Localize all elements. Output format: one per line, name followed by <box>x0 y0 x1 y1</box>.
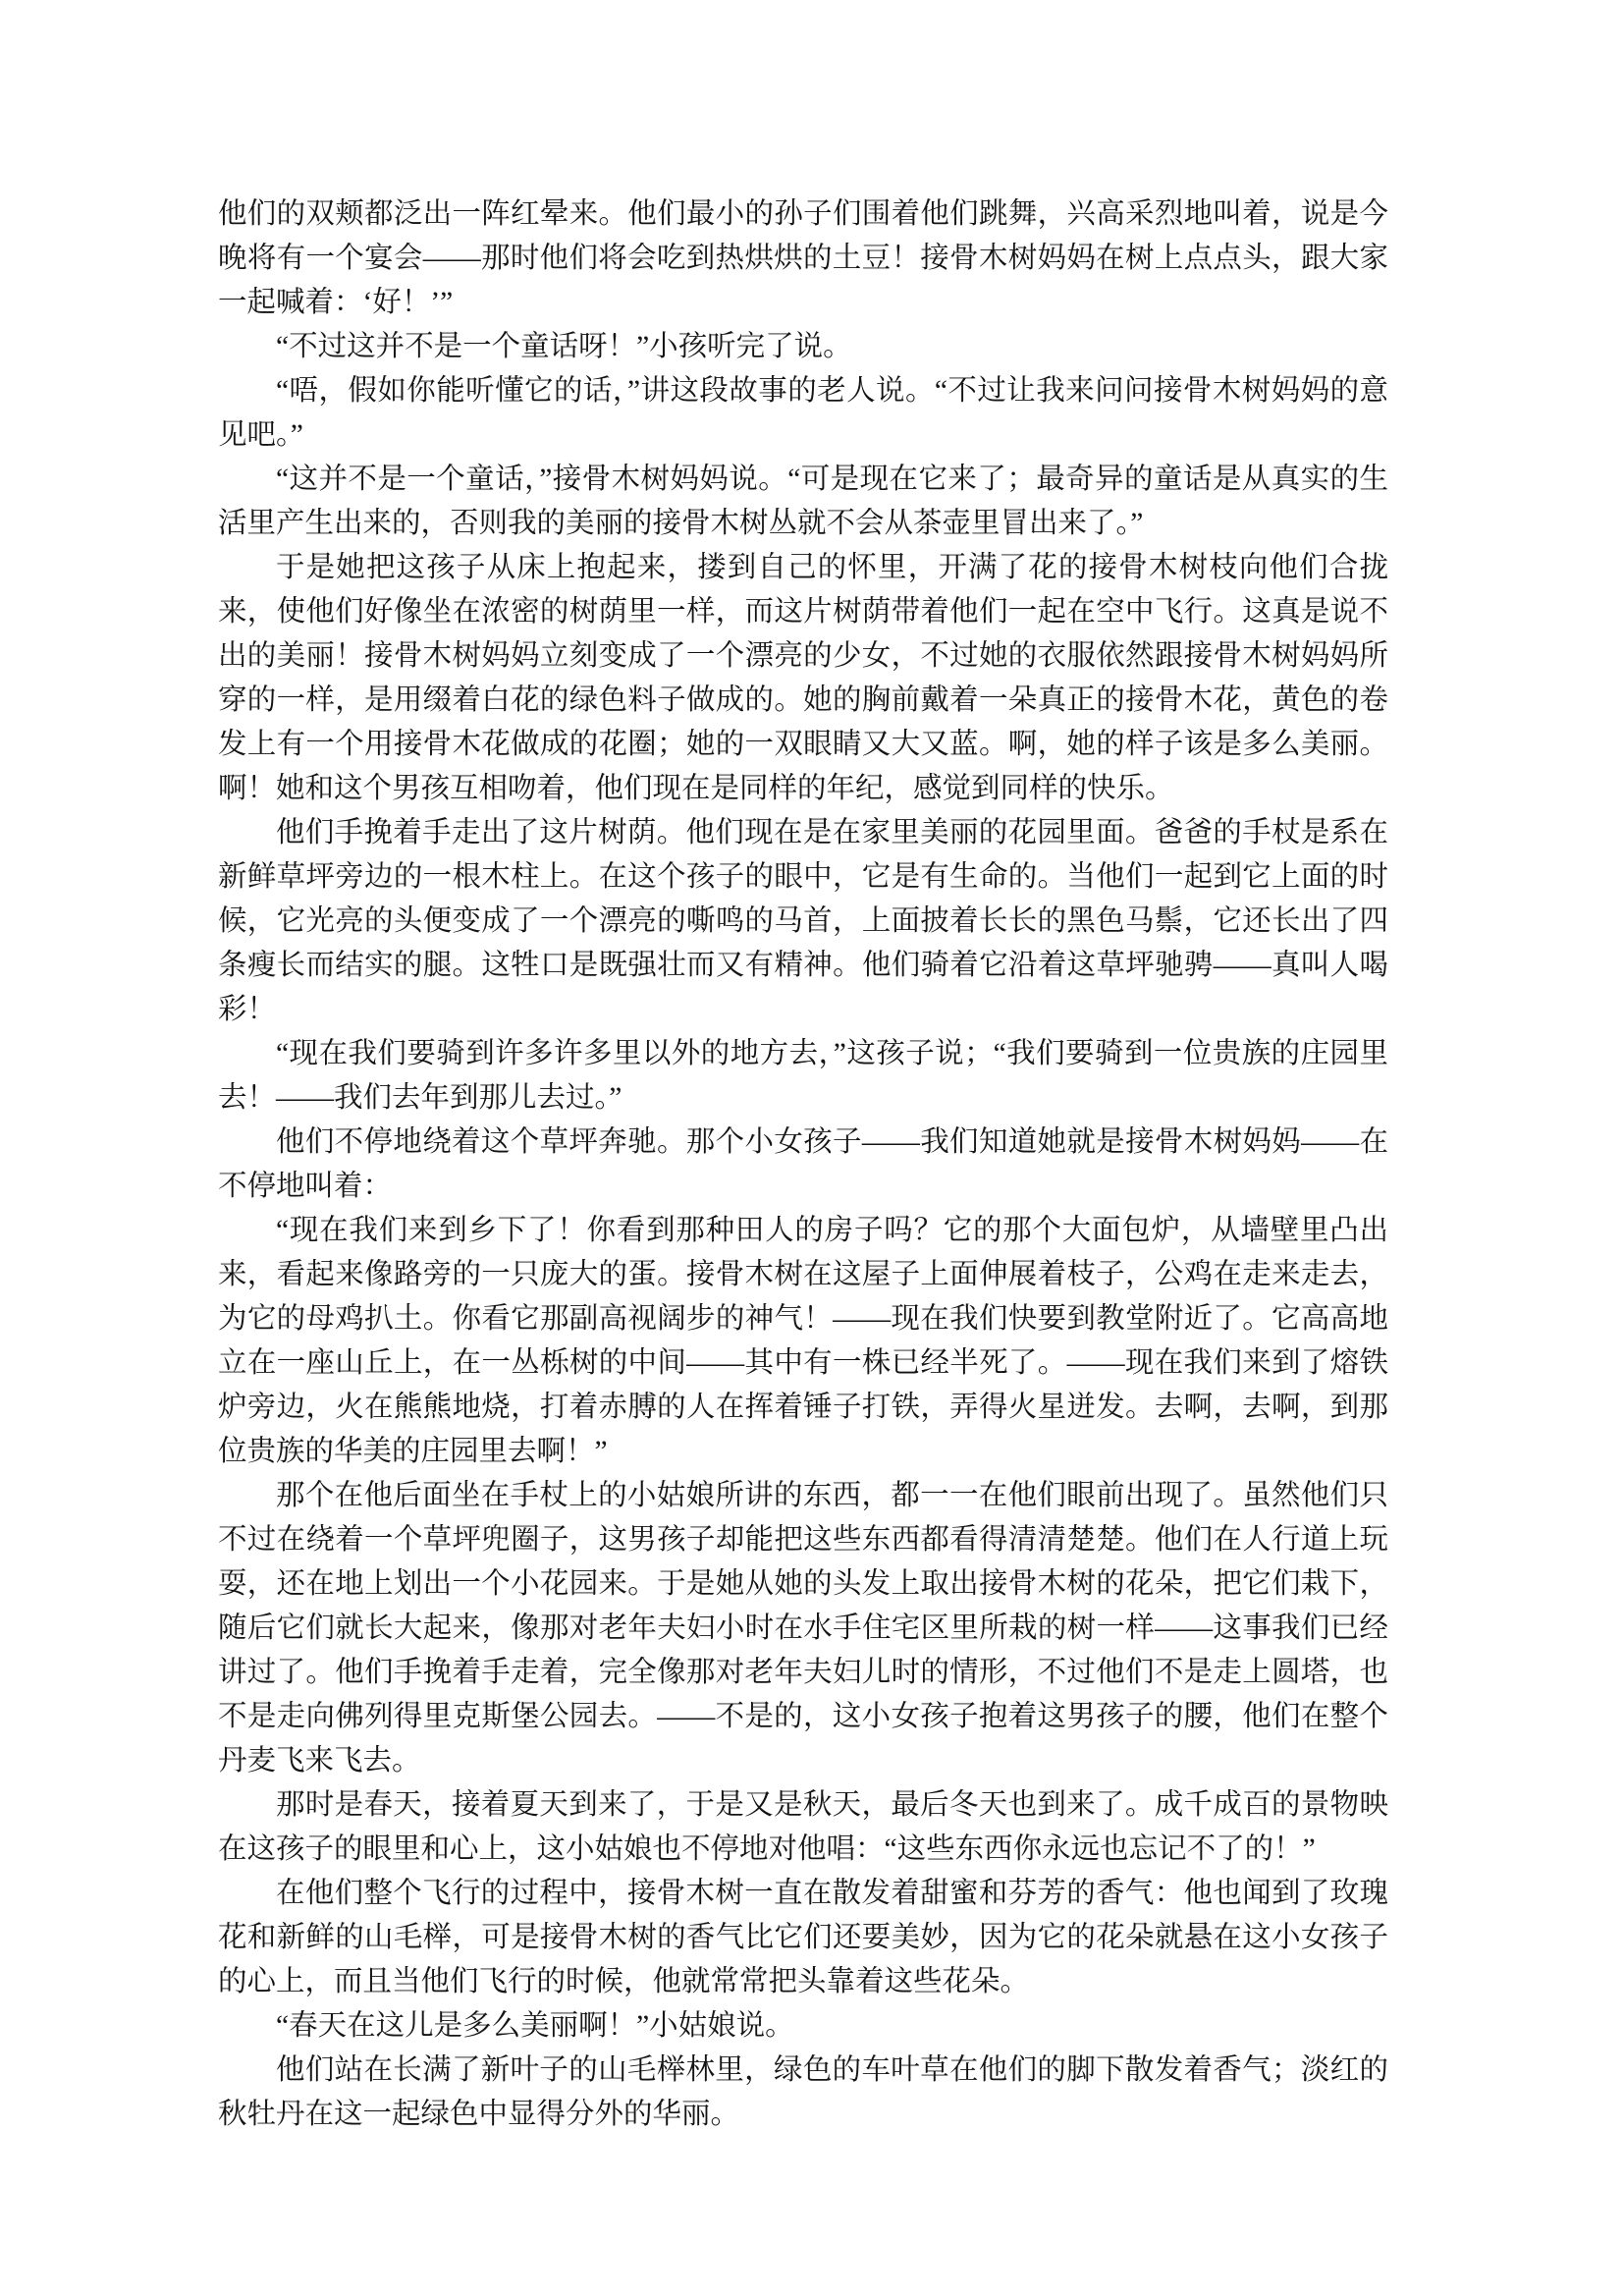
paragraph: “现在我们来到乡下了！你看到那种田人的房子吗？它的那个大面包炉，从墙壁里凸出来，看起来像路旁的一只庞大的蛋。接骨木树在这屋子上面伸展着枝子，公鸡在走来走去，为它的母鸡扒土。你看它那副高视阔步的神气！——现在我们快要到教堂附近了。它高高地立在一座山丘上，在一丛栎树的中间——其中有一株已经半死了。——现在我们来到了熔铁炉旁边，火在熊熊地烧，打着赤膊的人在挥着锤子打铁，弄得火星迸发。去啊，去啊，到那位贵族的华美的庄园里去啊！” <box>218 1215 1388 1467</box>
paragraph: 他们的双颊都泛出一阵红晕来。他们最小的孙子们围着他们跳舞，兴高采烈地叫着，说是今晚将有一个宴会——那时他们将会吃到热烘烘的土豆！接骨木树妈妈在树上点点头，跟大家一起喊着：‘好！’” <box>218 198 1388 318</box>
body-text <box>218 192 1388 2137</box>
paragraph: 于是她把这孩子从床上抱起来，搂到自己的怀里，开满了花的接骨木树枝向他们合拢来，使他们好像坐在浓密的树荫里一样，而这片树荫带着他们一起在空中飞行。这真是说不出的美丽！接骨木树妈妈立刻变成了一个漂亮的少女，不过她的衣服依然跟接骨木树妈妈所穿的一样，是用缀着白花的绿色料子做成的。她的胸前戴着一朵真正的接骨木花，黄色的卷发上有一个用接骨木花做成的花圈；她的一双眼睛又大又蓝。啊，她的样子该是多么美丽。啊！她和这个男孩互相吻着，他们现在是同样的年纪，感觉到同样的快乐。 <box>218 552 1388 804</box>
paragraph: “春天在这儿是多么美丽啊！”小姑娘说。 <box>276 2010 794 2042</box>
paragraph: 在他们整个飞行的过程中，接骨木树一直在散发着甜蜜和芬芳的香气：他也闻到了玫瑰花和新鲜的山毛榉，可是接骨木树的香气比它们还要美妙，因为它的花朵就悬在这小女孩子的心上，而且当他们飞行的时候，他就常常把头靠着这些花朵。 <box>218 1878 1388 1997</box>
paragraph: 他们站在长满了新叶子的山毛榉林里，绿色的车叶草在他们的脚下散发着香气；淡红的秋牡丹在这一起绿色中显得分外的华丽。 <box>218 2054 1388 2130</box>
paragraph: 他们不停地绕着这个草坪奔驰。那个小女孩子——我们知道她就是接骨木树妈妈——在不停地叫着： <box>218 1126 1388 1202</box>
paragraph: 那个在他后面坐在手杖上的小姑娘所讲的东西，都一一在他们眼前出现了。虽然他们只不过在绕着一个草坪兜圈子，这男孩子却能把这些东西都看得清清楚楚。他们在人行道上玩耍，还在地上划出一个小花园来。于是她从她的头发上取出接骨木树的花朵，把它们栽下，随后它们就长大起来，像那对老年夫妇小时在水手住宅区里所栽的树一样——这事我们已经讲过了。他们手挽着手走着，完全像那对老年夫妇儿时的情形，不过他们不是走上圆塔，也不是走向佛列得里克斯堡公园去。——不是的，这小女孩子抱着这男孩子的腰，他们在整个丹麦飞来飞去。 <box>218 1480 1388 1777</box>
paragraph: 那时是春天，接着夏天到来了，于是又是秋天，最后冬天也到来了。成千成百的景物映在这孩子的眼里和心上，这小姑娘也不停地对他唱：“这些东西你永远也忘记不了的！” <box>218 1789 1388 1865</box>
paragraph: “唔，假如你能听懂它的话，”讲这段故事的老人说。“不过让我来问问接骨木树妈妈的意见吧。” <box>218 375 1388 451</box>
paragraph: “现在我们要骑到许多许多里以外的地方去，”这孩子说；“我们要骑到一位贵族的庄园里去！——我们去年到那儿去过。” <box>218 1038 1388 1114</box>
paragraph: 他们手挽着手走出了这片树荫。他们现在是在家里美丽的花园里面。爸爸的手杖是系在新鲜草坪旁边的一根木柱上。在这个孩子的眼中，它是有生命的。当他们一起到它上面的时候，它光亮的头便变成了一个漂亮的嘶鸣的马首，上面披着长长的黑色马鬃，它还长出了四条瘦长而结实的腿。这牲口是既强壮而又有精神。他们骑着它沿着这草坪驰骋——真叫人喝彩！ <box>218 817 1388 1025</box>
paragraph: “不过这并不是一个童话呀！”小孩听完了说。 <box>276 331 852 362</box>
paragraph: “这并不是一个童话，”接骨木树妈妈说。“可是现在它来了；最奇异的童话是从真实的生活里产生出来的，否则我的美丽的接骨木树丛就不会从茶壶里冒出来了。” <box>218 464 1388 539</box>
